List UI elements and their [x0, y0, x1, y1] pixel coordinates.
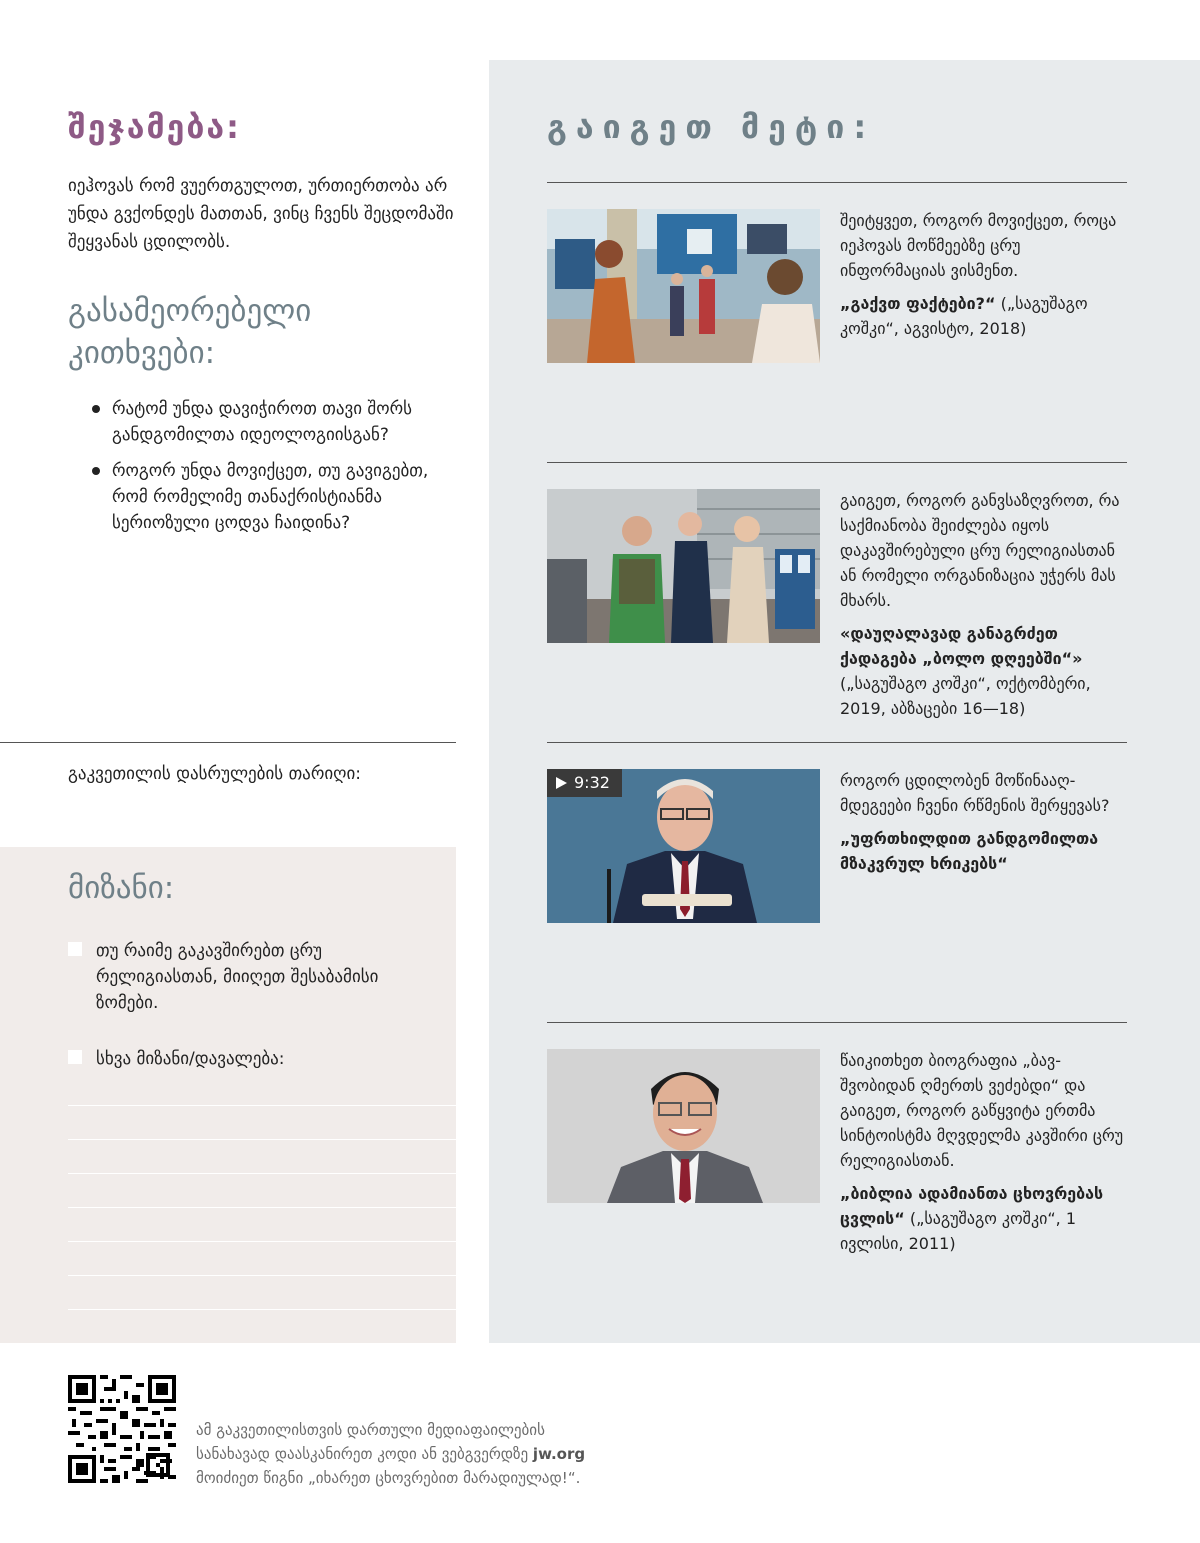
review-question: რატომ უნდა დავიჭიროთ თავი შორს განდგომილთა იდეოლოგიისგან?: [88, 396, 438, 448]
divider: [547, 1022, 1127, 1023]
article-image[interactable]: [547, 209, 820, 363]
write-line[interactable]: [68, 1241, 456, 1242]
divider: [0, 742, 456, 743]
write-line[interactable]: [68, 1207, 456, 1208]
footer-line: [196, 1442, 716, 1466]
goal-checkbox[interactable]: [68, 1050, 82, 1064]
article-reference[interactable]: [840, 621, 1130, 721]
video-duration: 9:32: [574, 773, 610, 792]
article-teaser: [840, 488, 1130, 721]
write-line[interactable]: [68, 1309, 456, 1310]
write-line[interactable]: [68, 1105, 456, 1106]
completion-date-label: გაკვეთილის დასრულების თარიღი:: [68, 764, 362, 784]
goal-item: [68, 938, 428, 1016]
article-teaser: [840, 1048, 1130, 1256]
write-line[interactable]: [68, 1139, 456, 1140]
article-source: („საგუშაგო კოშკი“, ოქტომბერი, 2019, აბზაცები 16—18): [840, 674, 1091, 718]
divider: [547, 742, 1127, 743]
goal-item: [68, 1046, 428, 1072]
article-description: როგორ ცდილობენ მოწინააღმდეგეები ჩვენი რწმენის შერყევას?: [840, 771, 1110, 815]
footer-line: მოიძიეთ წიგნი „იხარეთ ცხოვრებით მარადიულად!“.: [196, 1469, 581, 1487]
article-teaser: [840, 208, 1130, 341]
learn-more-title: გაიგეთ მეტი:: [547, 108, 876, 146]
write-line[interactable]: [68, 1173, 456, 1174]
video-duration-badge[interactable]: [547, 769, 622, 797]
goal-panel: [0, 847, 456, 1343]
article-teaser: [840, 768, 1130, 876]
qr-code[interactable]: [68, 1375, 176, 1483]
video-thumbnail[interactable]: [547, 769, 820, 923]
divider: [547, 462, 1127, 463]
play-icon[interactable]: [556, 777, 567, 789]
website-link[interactable]: jw.org: [532, 1445, 586, 1463]
review-question: როგორ უნდა მოვიქცეთ, თუ გავიგებთ, რომ რომელიმე თანაქრისტიანმა სერიოზული ცოდვა ჩაიდინა?: [88, 458, 438, 536]
article-reference[interactable]: [840, 1181, 1130, 1256]
review-questions-title: გასამეორებელი კითხვები:: [68, 293, 312, 371]
goal-item-label: სხვა მიზანი/დავალება:: [96, 1049, 285, 1069]
article-description: გაიგეთ, როგორ განვსაზღვროთ, რა საქმიანობა შეიძლება იყოს დაკავშირებული ცრუ რელიგიასთან ან რომელი ორგანიზაცია უჭერს მას მხარს.: [840, 491, 1120, 610]
article-title[interactable]: „ბიბლია ადამიანთა ცხოვრებას ცვლის“: [840, 1184, 1104, 1228]
article-description: შეიტყვეთ, როგორ მოვიქცეთ, როცა იეჰოვას მოწმეებზე ცრუ ინფორმაციას ვისმენთ.: [840, 211, 1117, 280]
footer-note: [196, 1418, 716, 1490]
footer-line: ამ გაკვეთილისთვის დართული მედიაფაილების: [196, 1421, 545, 1439]
article-title[interactable]: «დაუღალავად განაგრძეთ ქადაგება „ბოლო დღეებში“»: [840, 624, 1083, 668]
summary-text: იეჰოვას რომ ვუერთგულოთ, ურთიერთობა არ უნდა გვქონდეს მათთან, ვინც ჩვენს შეცდომაში შეყვანას ცდილობს.: [68, 176, 454, 252]
article-image[interactable]: [547, 489, 820, 643]
article-description: წაიკითხეთ ბიოგრაფია „ბავშვობიდან ღმერთს ვეძებდი“ და გაიგეთ, როგორ გაწყვიტა ერთმა სინტოისტმა მღვდელმა კავშირი ცრუ რელიგიასთან.: [840, 1051, 1124, 1170]
article-reference[interactable]: [840, 826, 1130, 876]
review-questions-list: [88, 396, 438, 546]
divider: [547, 182, 1127, 183]
summary-title: შეჯამება:: [68, 108, 241, 146]
article-title[interactable]: „უფრთხილდით განდგომილთა მზაკვრულ ხრიკებს“: [840, 829, 1099, 873]
article-title[interactable]: „გაქვთ ფაქტები?“: [840, 294, 996, 313]
article-reference[interactable]: [840, 291, 1130, 341]
footer-line-text: სანახავად დაასკანირეთ კოდი ან ვებგვერდზე: [196, 1445, 533, 1463]
goal-title: მიზანი:: [68, 870, 175, 906]
article-source: („საგუშაგო კოშკი“, 1 ივლისი, 2011): [840, 1209, 1077, 1253]
goal-checkbox[interactable]: [68, 942, 82, 956]
goal-item-label: თუ რაიმე გაკავშირებთ ცრუ რელიგიასთან, მიიღეთ შესაბამისი ზომები.: [96, 941, 379, 1013]
article-image[interactable]: [547, 1049, 820, 1203]
write-line[interactable]: [68, 1275, 456, 1276]
article-source: („საგუშაგო კოშკი“, აგვისტო, 2018): [840, 294, 1088, 338]
